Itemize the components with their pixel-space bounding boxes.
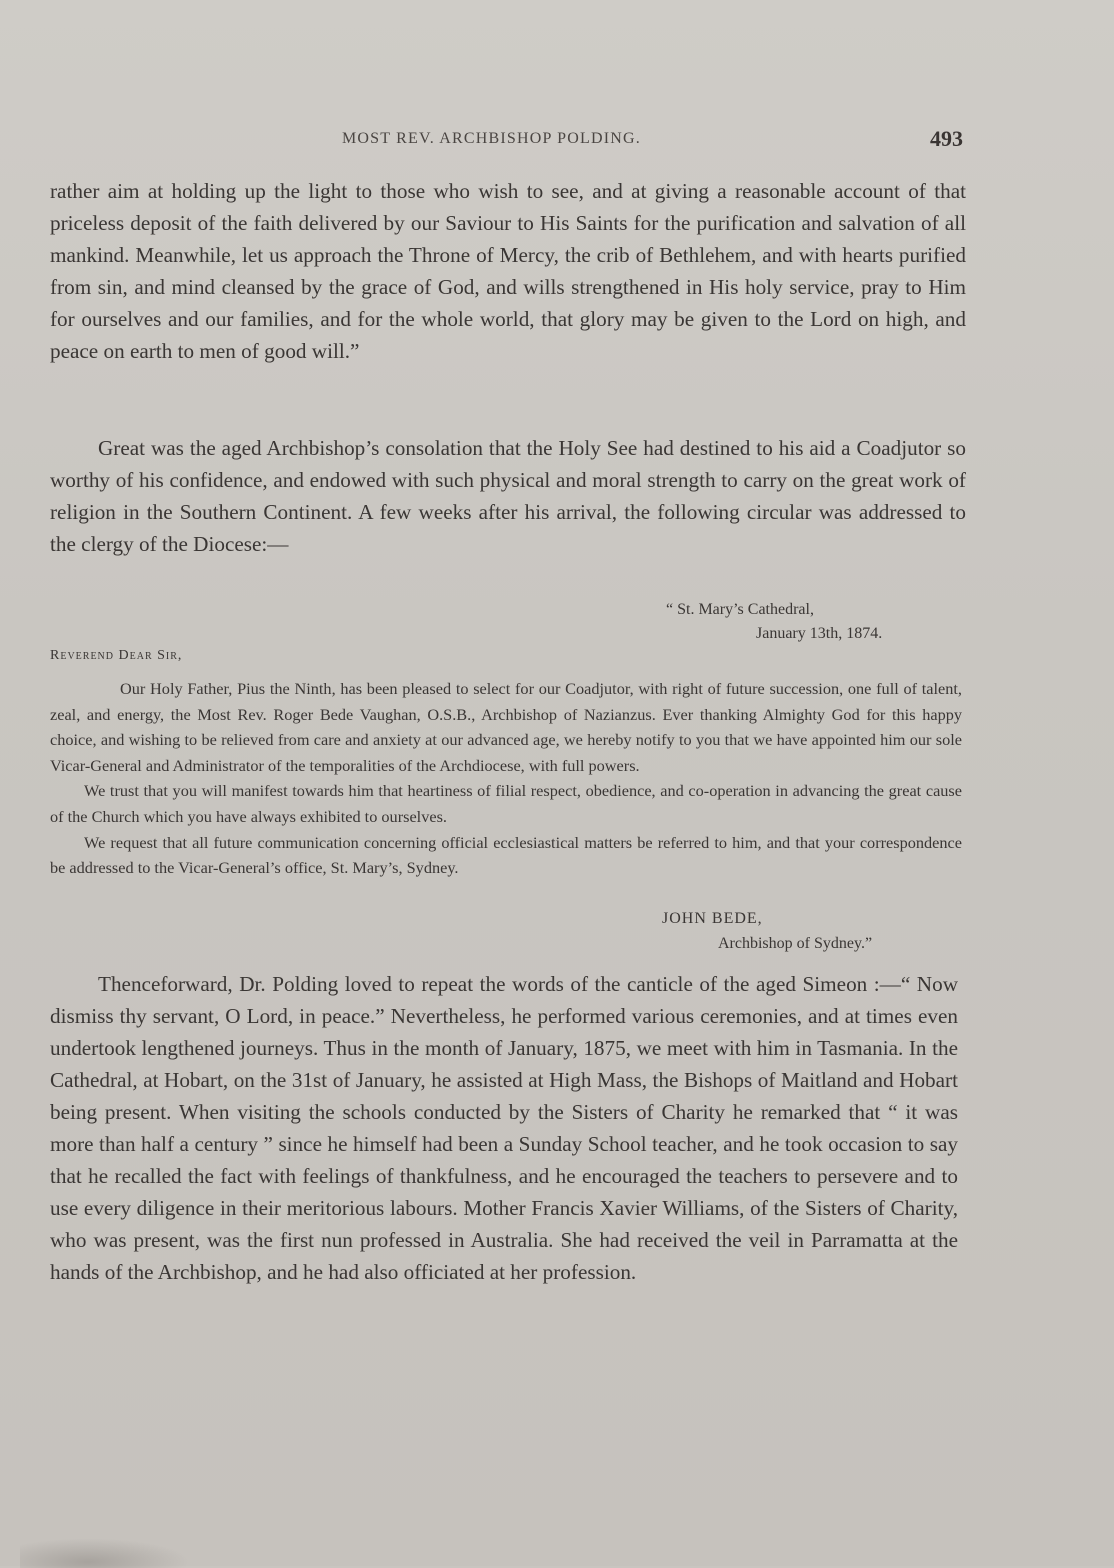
- paragraph-3: [50, 968, 958, 1288]
- letter-place: “ St. Mary’s Cathedral,: [666, 601, 814, 618]
- letter-signature: [660, 906, 940, 956]
- running-title: MOST REV. ARCHBISHOP POLDING.: [342, 130, 642, 147]
- signature-name: JOHN BEDE,: [662, 910, 763, 927]
- page-number: 493: [930, 126, 963, 151]
- letter-date: January 13th, 1874.: [756, 625, 883, 642]
- paragraph-1-text: rather aim at holding up the light to those who wish to see, and at giving a reasonable account of that priceless deposit of the faith delivered by our Saviour to His Saints for the purification and salvation of all mankind. Meanwhile, let us approach the Throne of Mercy, the crib of Bethlehem, and with hearts purified from sin, and mind cleansed by the grace of God, and wills strengthened in His holy service, pray to Him for ourselves and our families, and for the whole world, that glory may be given to the Lord on high, and peace on earth to men of good will.”: [50, 179, 966, 363]
- letter-body: [50, 676, 962, 881]
- paragraph-3-text: Thenceforward, Dr. Polding loved to repeat the words of the canticle of the aged Simeon :—“ Now dismiss thy servant, O Lord, in peace.” Nevertheless, he performed various ceremonies, and at times even undertook lengthened journeys. Thus in the month of January, 1875, we meet with him in Tasmania. In the Cathedral, at Hobart, on the 31st of January, he assisted at High Mass, the Bishops of Maitland and Hobart being present. When visiting the schools conducted by the Sisters of Charity he remarked that “ it was more than half a century ” since he himself had been a Sunday School teacher, and he took occasion to say that he recalled the fact with feelings of thankfulness, and he encouraged the teachers to persevere and to use every diligence in their meritorious labours. Mother Francis Xavier Williams, of the Sisters of Charity, who was present, was the first nun professed in Australia. She had received the veil in Parramatta at the hands of the Archbishop, and he had also officiated at her profession.: [50, 972, 958, 1284]
- letter-paragraph: We trust that you will manifest towards him that heartiness of filial respect, obedience, and co-operation in advancing the great cause of the Church which you have always exhibited to ourselves.: [50, 781, 962, 826]
- paragraph-2: [50, 432, 966, 560]
- signature-title: Archbishop of Sydney.”: [718, 935, 873, 952]
- running-head: [0, 128, 1114, 152]
- letter-paragraph: We request that all future communication concerning official ecclesiastical matters be referred to him, and that your correspondence be addressed to the Vicar-General’s office, St. Mary’s, Sydney.: [50, 832, 962, 878]
- page-smudge: [20, 1538, 190, 1568]
- letter-salutation: Reverend Dear Sir,: [50, 648, 183, 663]
- paragraph-2-text: Great was the aged Archbishop’s consolation that the Holy See had destined to his aid a Coadjutor so worthy of his confidence, and endowed with such physical and moral strength to carry on the great work of religion in the Southern Continent. A few weeks after his arrival, the following circular was addressed to the clergy of the Diocese:—: [50, 436, 966, 556]
- letter-paragraph: Our Holy Father, Pius the Ninth, has been pleased to select for our Coadjutor, with right of future succession, one full of talent, zeal, and energy, the Most Rev. Roger Bede Vaughan, O.S.B., Archbishop of Nazianzus. Ever thanking Almighty God for this happy choice, and wishing to be relieved from care and anxiety at our advanced age, we hereby notify to you that we have appointed him our sole Vicar-General and Administrator of the temporalities of the Archdiocese, with full powers.: [50, 679, 962, 775]
- paragraph-1: [50, 175, 966, 367]
- letter-heading: [660, 598, 930, 646]
